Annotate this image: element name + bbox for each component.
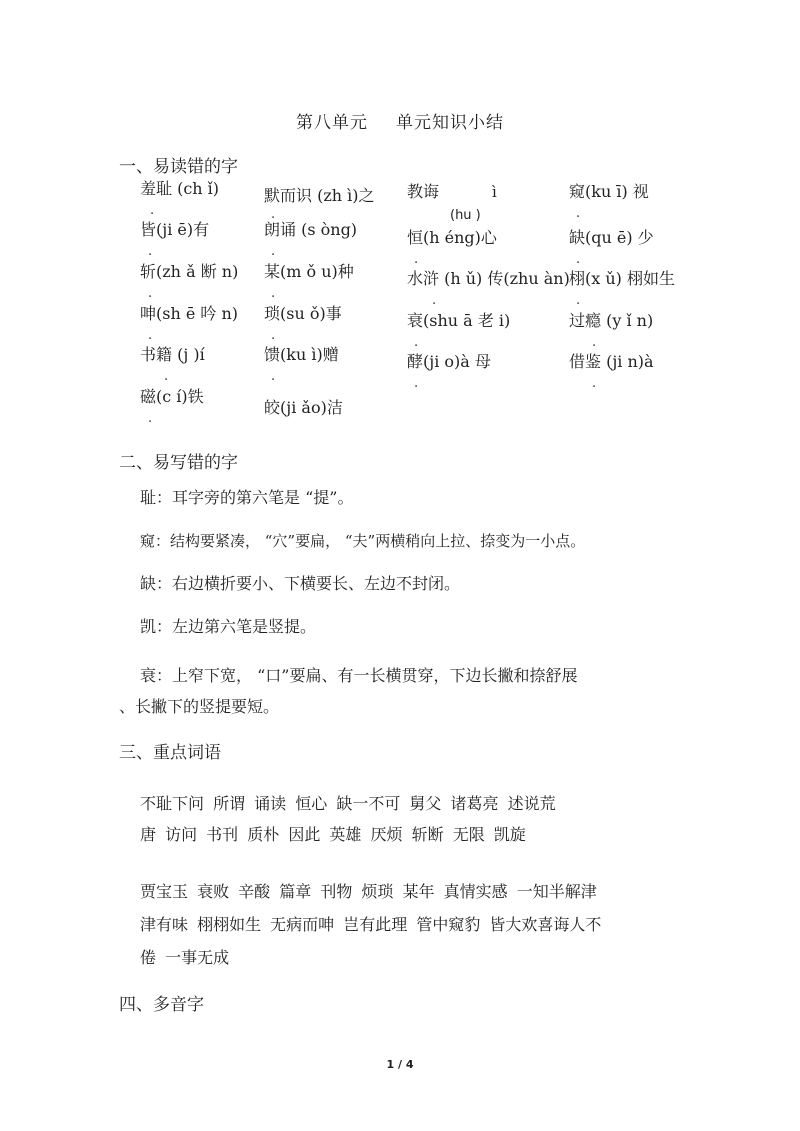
emphasis-dot: .: [271, 244, 276, 259]
emphasis-dot: .: [592, 376, 597, 391]
col1-item: 书籍 (j )í: [140, 345, 205, 364]
emphasis-dot: .: [164, 369, 169, 384]
col1-item: 皆(ji ē)有: [140, 220, 210, 239]
emphasis-dot: .: [576, 293, 581, 308]
emphasis-dot: .: [271, 207, 276, 222]
col4-item: 过瘾 (y ǐ n): [569, 311, 654, 330]
note-item: 缺：右边横折要小、下横要长、左边不封闭。: [140, 574, 461, 593]
col2-item: 默而识 (zh ì)之: [264, 186, 375, 205]
col4-item: 窥(ku ī) 视: [569, 182, 649, 201]
title-name: 单元知识小结: [396, 113, 504, 133]
emphasis-dot: .: [414, 335, 419, 350]
page-number: 1 / 4: [386, 1058, 414, 1071]
col2-item: 某(m ǒ u)种: [264, 262, 354, 281]
col3-item: 衰(shu ā 老 i): [407, 311, 511, 330]
section-4-heading: 四、多音字: [119, 995, 204, 1015]
page-title: [0, 108, 800, 133]
emphasis-dot: .: [271, 369, 276, 384]
emphasis-dot: .: [414, 252, 419, 267]
emphasis-dot: .: [148, 411, 153, 426]
col4-item: 栩(x ǔ) 栩如生: [569, 269, 675, 288]
section-3-heading: 三、重点词语: [119, 743, 221, 763]
section-2-heading: 二、易写错的字: [119, 453, 238, 473]
emphasis-dot: .: [271, 286, 276, 301]
col1-item: 磁(c í)铁: [140, 387, 204, 406]
col2-item: 皎(ji ǎo)洁: [264, 398, 343, 417]
emphasis-dot: .: [271, 328, 276, 343]
note-item: 衰：上窄下宽， “口”要扁、有一长横贯穿，下边长撇和捺舒展: [140, 666, 578, 685]
note-item: 耻：耳字旁的第六笔是 “提”。: [140, 488, 354, 507]
col3-pinyin-hu: (hu ): [450, 208, 481, 223]
note-item: 窥：结构要紧凑， “穴”要扁， “夫”两横稍向上拉、捺变为一小点。: [140, 532, 586, 550]
emphasis-dot: .: [414, 376, 419, 391]
word-line: 唐 访问 书刊 质朴 因此 英雄 厌烦 斩断 无限 凯旋: [140, 825, 526, 844]
emphasis-dot: .: [432, 293, 437, 308]
col1-item: 呻(sh ē 吟 n): [140, 304, 239, 323]
col3-item: 教诲: [407, 182, 440, 201]
col4-item: 缺(qu ē) 少: [569, 228, 654, 247]
col3-item: 水浒 (h ǔ) 传(zhu àn): [407, 269, 570, 288]
emphasis-dot: .: [148, 286, 153, 301]
note-item: 凯：左边第六笔是竖提。: [140, 617, 317, 636]
note-item-continued: 、长撇下的竖提要短。: [119, 697, 280, 716]
col1-item: 斩(zh ǎ 断 n): [140, 262, 239, 281]
word-line: 津有味 栩栩如生 无病而呻 岂有此理 管中窥豹 皆大欢喜诲人不: [140, 915, 602, 934]
unit-label: 第八单元: [296, 113, 368, 133]
col2-item: 朗诵 (s òng): [264, 220, 358, 239]
col3-item: 恒(h éng)心: [407, 228, 497, 247]
word-line: 倦 一事无成: [140, 948, 230, 967]
section-1-heading: 一、易读错的字: [119, 157, 238, 177]
col4-item: 借鉴 (ji n)à: [569, 352, 654, 371]
col2-item: 琐(su ǒ)事: [264, 304, 342, 323]
emphasis-dot: .: [592, 335, 597, 350]
emphasis-dot: .: [148, 328, 153, 343]
emphasis-dot: .: [576, 252, 581, 267]
word-line: 贾宝玉 衰败 辛酸 篇章 刊物 烦琐 某年 真情实感 一知半解津: [140, 882, 597, 901]
col3-item: 酵(ji o)à 母: [407, 352, 491, 371]
emphasis-dot: .: [148, 244, 153, 259]
col2-item: 馈(ku ì)赠: [264, 345, 339, 364]
col3-pinyin: ì: [492, 183, 497, 201]
word-line: 不耻下问 所谓 诵读 恒心 缺一不可 舅父 诸葛亮 述说荒: [140, 794, 556, 813]
emphasis-dot: .: [576, 206, 581, 221]
col1-item: 羞耻 (ch ǐ): [140, 179, 220, 198]
emphasis-dot: .: [150, 203, 155, 218]
